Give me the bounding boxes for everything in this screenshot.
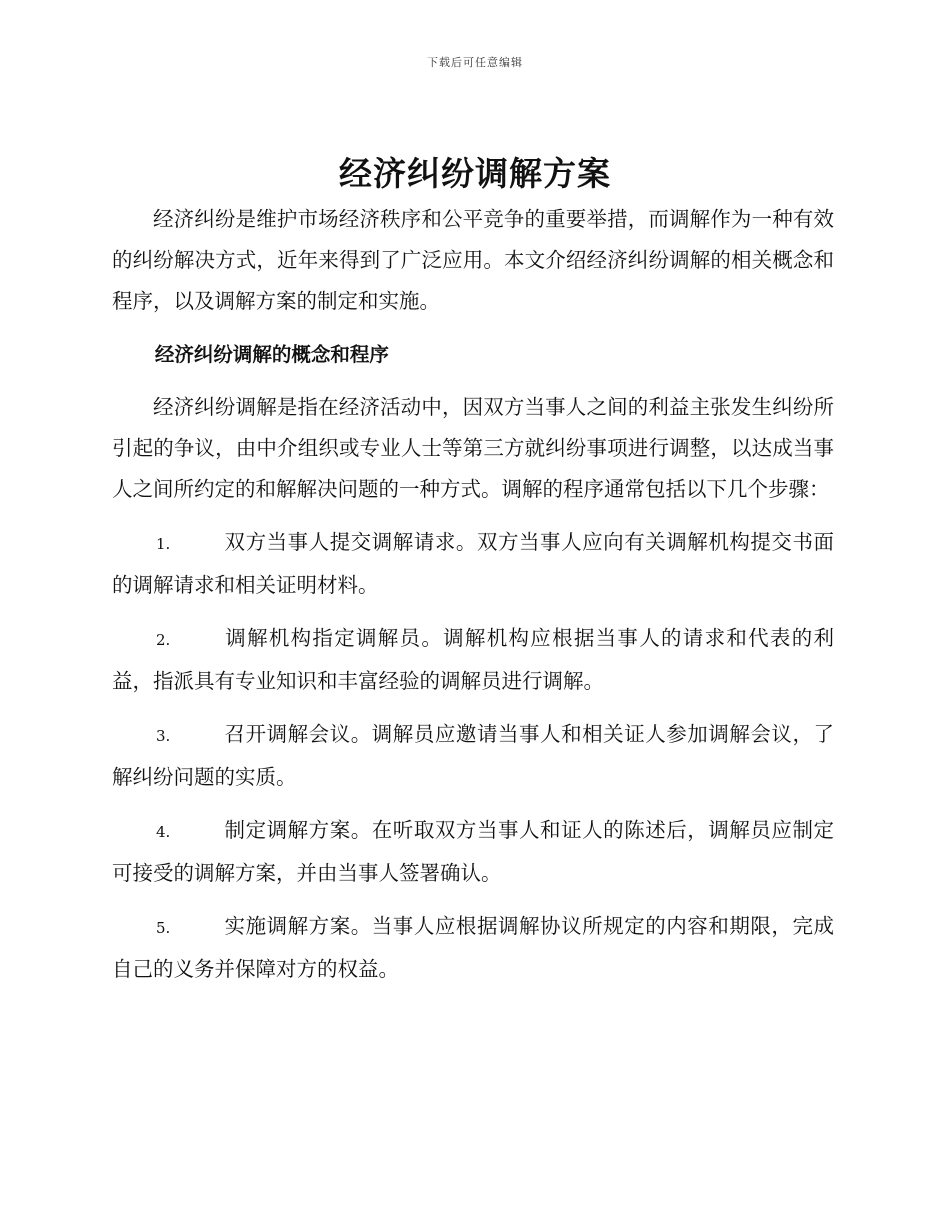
list-item-text: 调解机构指定调解员。调解机构应根据当事人的请求和代表的利益，指派具有专业知识和丰富经验的调解员进行调解。 xyxy=(112,626,834,693)
list-item-number: 4. xyxy=(156,823,171,841)
list-item-number: 3. xyxy=(156,727,171,745)
list-item-text: 双方当事人提交调解请求。双方当事人应向有关调解机构提交书面的调解请求和相关证明材料。 xyxy=(112,530,834,597)
section-paragraph: 经济纠纷调解是指在经济活动中，因双方当事人之间的利益主张发生纠纷所引起的争议，由中介组织或专业人士等第三方就纠纷事项进行调整，以达成当事人之间所约定的和解解决问题的一种方式。调解的程序通常包括以下几个步骤： xyxy=(112,395,834,501)
list-item-number: 1. xyxy=(156,535,171,553)
header-note: 下载后可任意编辑 xyxy=(427,56,523,69)
list-item-number: 2. xyxy=(156,631,171,649)
list-item-number: 5. xyxy=(156,919,171,937)
list-item-text: 制定调解方案。在听取双方当事人和证人的陈述后，调解员应制定可接受的调解方案，并由当事人签署确认。 xyxy=(112,818,834,885)
intro-paragraph: 经济纠纷是维护市场经济秩序和公平竞争的重要举措，而调解作为一种有效的纠纷解决方式，近年来得到了广泛应用。本文介绍经济纠纷调解的相关概念和程序，以及调解方案的制定和实施。 xyxy=(112,207,834,313)
list-item xyxy=(112,522,834,606)
list-item xyxy=(112,618,834,702)
list-item xyxy=(112,714,834,798)
list-item-text: 实施调解方案。当事人应根据调解协议所规定的内容和期限，完成自己的义务并保障对方的权益。 xyxy=(112,914,834,981)
steps-list xyxy=(112,522,834,990)
section-heading: 经济纠纷调解的概念和程序 xyxy=(154,343,389,366)
list-item xyxy=(112,906,834,990)
list-item xyxy=(112,810,834,894)
document-body xyxy=(112,199,834,990)
list-item-text: 召开调解会议。调解员应邀请当事人和相关证人参加调解会议，了解纠纷问题的实质。 xyxy=(112,722,834,789)
page-title: 经济纠纷调解方案 xyxy=(339,154,611,193)
